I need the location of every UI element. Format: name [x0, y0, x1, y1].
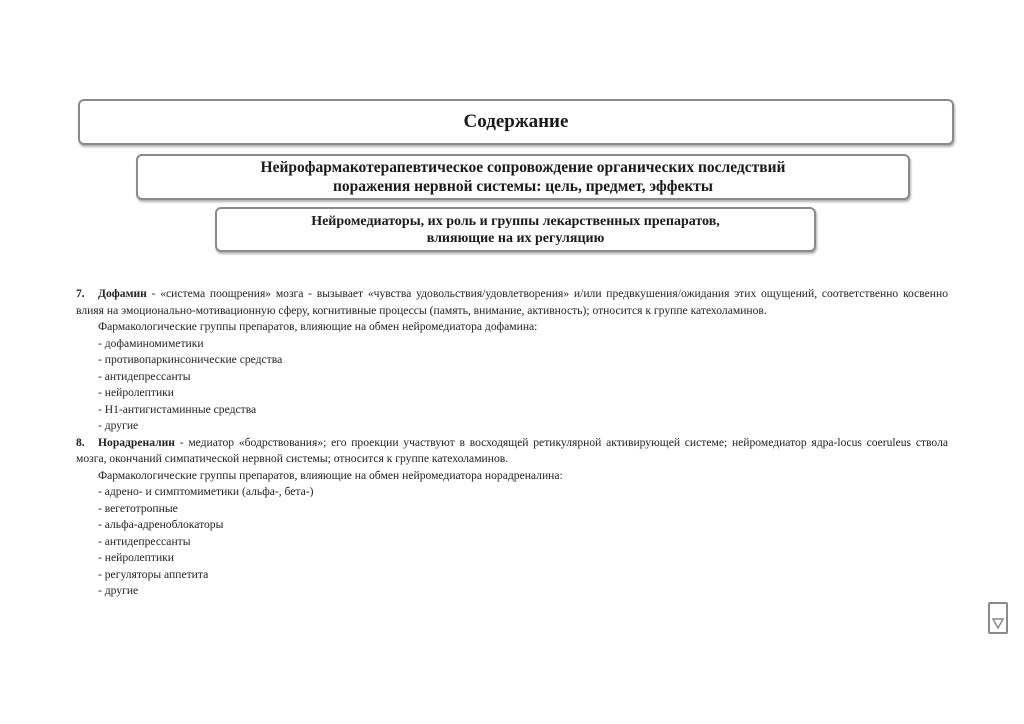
entry-number: 8. — [76, 435, 85, 449]
list-item: - альфа-адреноблокаторы — [98, 518, 224, 531]
entry-dopamine — [76, 286, 948, 319]
entry-description: - «система поощрения» мозга - вызывает «чувства удовольствия/удовлетворения» и/или предвкушения/ожидания этих ощущений, соответственно косвенно влияя на эмоционально-мотивационную сферу, когнитивные процессы (память, внимание, активность); относится к группе катехоламинов. — [76, 287, 948, 317]
contents-title-box — [78, 99, 954, 145]
list-item: - антидепрессанты — [98, 534, 191, 548]
list-item: - противопаркинсонические средства — [98, 353, 283, 366]
groups-intro: Фармакологические группы препаратов, влияющие на обмен нейромедиатора дофамина: — [98, 320, 538, 333]
next-page-button[interactable] — [988, 602, 1008, 634]
list-item: - нейролептики — [98, 386, 174, 399]
list-item: - другие — [98, 419, 139, 432]
entry-term: Дофамин — [98, 287, 147, 300]
contents-title: Содержание — [463, 111, 569, 132]
list-item: - нейролептики — [98, 551, 174, 564]
document-body — [76, 286, 948, 600]
entry-term: Норадреналин — [98, 435, 175, 449]
list-item: - антидепрессанты — [98, 369, 191, 383]
section-title-line-1: Нейрофармакотерапевтическое сопровождение органических последствий — [260, 159, 786, 176]
list-item: - Н1-антигистаминные средства — [98, 402, 257, 416]
groups-intro: Фармакологические группы препаратов, влияющие на обмен нейромедиатора норадреналина: — [98, 468, 563, 482]
down-triangle-icon — [992, 617, 1004, 629]
list-item: - дофаминомиметики — [98, 336, 204, 350]
subsection-title-line-1: Нейромедиаторы, их роль и группы лекарственных препаратов, — [311, 213, 720, 229]
entry-description: - медиатор «бодрствования»; его проекции участвуют в восходящей ретикулярной активирующей системе; нейромедиатор ядра-locus coeruleus ствола мозга, окончаний симпатической нервной системы; относится к группе катехоламинов. — [76, 435, 948, 465]
list-item: - другие — [98, 584, 139, 597]
subsection-title-box — [215, 207, 816, 252]
entry-noradrenaline — [76, 435, 948, 468]
list-item: - вегетотропные — [98, 501, 178, 515]
subsection-title-line-2: влияющие на их регуляцию — [426, 230, 605, 246]
list-item: - регуляторы аппетита — [98, 567, 209, 581]
section-title-box — [136, 154, 910, 200]
entry-number: 7. — [76, 287, 85, 300]
section-title-line-2: поражения нервной системы: цель, предмет, эффекты — [333, 178, 713, 195]
list-item: - адрено- и симптомиметики (альфа-, бета-) — [98, 485, 314, 498]
